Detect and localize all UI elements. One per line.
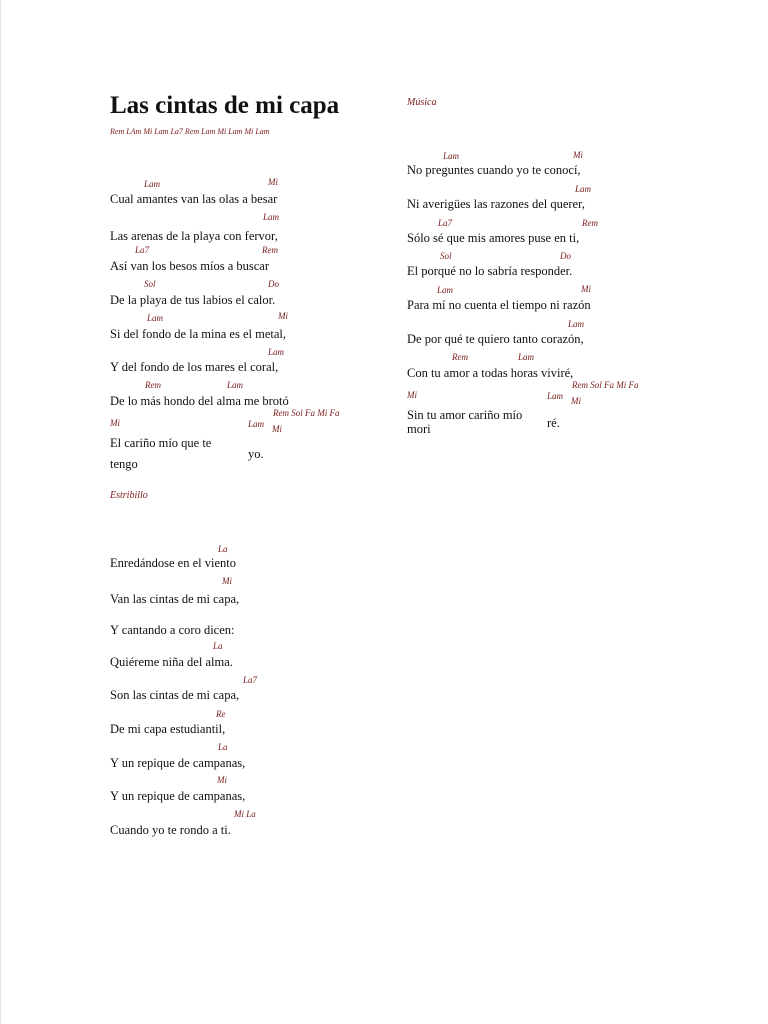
lyric-line: Son las cintas de mi capa, bbox=[110, 688, 240, 702]
lyric-line: De lo más hondo del alma me brotó bbox=[110, 394, 289, 408]
lyric-line: Para mí no cuenta el tiempo ni razón bbox=[407, 298, 591, 312]
lyric-line: Y un repique de campanas, bbox=[110, 756, 246, 770]
lyric-line: No preguntes cuando yo te conocí, bbox=[407, 163, 581, 177]
lyric-line: Si del fondo de la mina es el metal, bbox=[110, 327, 286, 341]
chord: Mi bbox=[217, 775, 227, 785]
lyric-line: Van las cintas de mi capa, bbox=[110, 592, 240, 606]
lyric-line: Así van los besos míos a buscar bbox=[110, 259, 270, 273]
intro-chords: Rem LAm Mi Lam La7 Rem Lam Mi Lam Mi Lam bbox=[110, 127, 270, 136]
lyric-line: Las arenas de la playa con fervor, bbox=[110, 229, 278, 243]
chord: Lam bbox=[547, 391, 564, 401]
chord: Do bbox=[560, 251, 571, 261]
chord: Lam bbox=[144, 179, 161, 189]
chord: Lam bbox=[443, 151, 460, 161]
lyric-line: El cariño mío que te bbox=[110, 436, 212, 450]
chord: Lam bbox=[437, 285, 454, 295]
lyric-line: De por qué te quiero tanto corazón, bbox=[407, 332, 584, 346]
lyric-line: Sin tu amor cariño mío bbox=[407, 408, 523, 422]
lyric-line: De mi capa estudiantil, bbox=[110, 722, 226, 736]
chord: Mi bbox=[571, 396, 581, 406]
chord: Lam bbox=[268, 347, 285, 357]
lyric-line: De la playa de tus labios el calor. bbox=[110, 293, 276, 307]
lyric-line: mori bbox=[407, 422, 431, 436]
lyric-line: Y del fondo de los mares el coral, bbox=[110, 360, 279, 374]
chord: Lam bbox=[518, 352, 535, 362]
chord: Rem bbox=[262, 245, 278, 255]
song-title: Las cintas de mi capa bbox=[110, 92, 340, 119]
lyric-line: Sólo sé que mis amores puse en ti, bbox=[407, 231, 580, 245]
chord: La bbox=[213, 641, 223, 651]
chord: Lam bbox=[263, 212, 280, 222]
chord: Rem bbox=[582, 218, 598, 228]
chord: Sol bbox=[144, 279, 156, 289]
chord: Mi bbox=[268, 177, 278, 187]
page-edge bbox=[0, 0, 1, 1024]
chord: Sol bbox=[440, 251, 452, 261]
lyric-line: Quiéreme niña del alma. bbox=[110, 655, 233, 669]
chord: Lam bbox=[147, 313, 164, 323]
lyric-line: tengo bbox=[110, 457, 138, 471]
chord: Mi bbox=[407, 390, 417, 400]
chord: Mi bbox=[278, 311, 288, 321]
chord: Rem Sol Fa Mi Fa bbox=[273, 408, 340, 418]
lyric-line: Y un repique de campanas, bbox=[110, 789, 246, 803]
chord: La bbox=[218, 544, 228, 554]
chord: Do bbox=[268, 279, 279, 289]
lyric-line: Cual amantes van las olas a besar bbox=[110, 192, 278, 206]
lyric-line: El porqué no lo sabría responder. bbox=[407, 264, 573, 278]
chord: Rem bbox=[145, 380, 161, 390]
chord: Lam bbox=[568, 319, 585, 329]
chord: Rem bbox=[452, 352, 468, 362]
section-label-musica: Música bbox=[407, 97, 437, 108]
chord: Mi bbox=[222, 576, 232, 586]
chord: Lam bbox=[227, 380, 244, 390]
chord: Lam bbox=[575, 184, 592, 194]
chord: Re bbox=[216, 709, 226, 719]
section-label-estribillo: Estribillo bbox=[110, 490, 148, 501]
chord: La7 bbox=[243, 675, 258, 685]
chord: Mi bbox=[573, 150, 583, 160]
lyric-line: yo. bbox=[248, 447, 264, 461]
chord: Lam bbox=[248, 419, 265, 429]
chord: La bbox=[218, 742, 228, 752]
chord: Mi bbox=[110, 418, 120, 428]
chord: Mi bbox=[581, 284, 591, 294]
lyric-line: Cuando yo te rondo a ti. bbox=[110, 823, 231, 837]
lyric-line: ré. bbox=[547, 416, 560, 430]
lyric-line: Enredándose en el viento bbox=[110, 556, 236, 570]
lyric-line: Con tu amor a todas horas viviré, bbox=[407, 366, 574, 380]
chord: Rem Sol Fa Mi Fa bbox=[572, 380, 639, 390]
lyric-line: Ni averigües las razones del querer, bbox=[407, 197, 585, 211]
lyric-line: Y cantando a coro dicen: bbox=[110, 623, 235, 637]
chord: Mi bbox=[272, 424, 282, 434]
chord: Mi La bbox=[234, 809, 256, 819]
chord: La7 bbox=[438, 218, 453, 228]
chord: La7 bbox=[135, 245, 150, 255]
